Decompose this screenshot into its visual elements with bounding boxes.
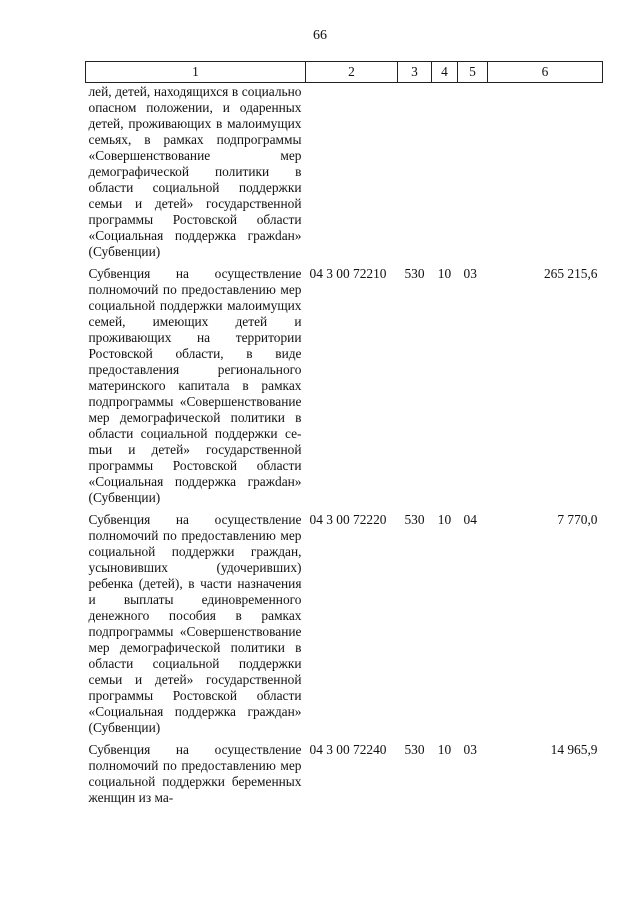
row-code: 04 3 00 72210 [309, 266, 387, 281]
column-header-1: 1 [86, 62, 306, 83]
row-col4: 10 [437, 512, 452, 527]
row-amount: 7 770,0 [557, 512, 598, 527]
row-amount: 14 965,9 [550, 742, 598, 757]
row-amount: 265 215,6 [543, 266, 598, 281]
row-description: Субвенция на осуществление полномочий по предоставлению мер социальной поддержки малоимущих семей, имеющих детей и проживающих на территории Ростовской области, в виде предоставления регионального материнского капитала в рамках подпрограммы «Совершенствование мер демографической политики в области социальной поддержки сеmьи и детей» государственной программы Ростовской области «Социальная поддержка гражdан» (Субвенции) [88, 266, 302, 505]
row-code [306, 83, 398, 261]
table-row [86, 506, 603, 736]
row-col5: 03 [463, 266, 477, 281]
row-code: 04 3 00 72240 [309, 742, 387, 757]
row-col4: 10 [437, 742, 452, 757]
row-description: лей, детей, находящихся в социально опасном положении, и одаренных детей, проживающих в малоимущих семьях, в рамках подпрограммы «Совершенствование мер демографической политики в области социальной поддержки семьи и детей» государственной программы Ростовской области «Социальная поддержка гражdан» (Субвенции) [88, 84, 302, 259]
page-number: 66 [313, 28, 327, 43]
row-col4: 10 [437, 266, 452, 281]
row-col3: 530 [404, 742, 425, 757]
column-header-6: 6 [488, 62, 603, 83]
table-row [86, 736, 603, 806]
row-amount [488, 83, 603, 261]
column-header-5: 5 [458, 62, 488, 83]
row-description: Субвенция на осуществление полномочий по предоставлению мер социальной поддержки граждан, усыновивших (удочеривших) ребенка (детей), в части назначения и выплаты единовременного денежного пособия в рамках подпрограммы «Совершенствование мер демографической политики в области социальной поддержки семьи и детей» государственной программы Ростовской области «Социальная поддержка граждан» (Субвенции) [88, 512, 302, 735]
row-col3 [398, 83, 432, 261]
column-header-2: 2 [306, 62, 398, 83]
table-row [86, 83, 603, 261]
table-row [86, 260, 603, 506]
row-col4 [432, 83, 458, 261]
row-col3: 530 [404, 266, 425, 281]
row-code: 04 3 00 72220 [309, 512, 387, 527]
row-col3: 530 [404, 512, 425, 527]
budget-table [85, 61, 603, 806]
table-header-row [86, 62, 603, 83]
column-header-4: 4 [432, 62, 458, 83]
row-col5: 04 [463, 512, 477, 527]
row-col5 [458, 83, 488, 261]
row-col5: 03 [463, 742, 477, 757]
row-description: Субвенция на осуществление полномочий по предоставлению мер социальной поддержки беременных женщин из ма- [88, 742, 302, 805]
column-header-3: 3 [398, 62, 432, 83]
